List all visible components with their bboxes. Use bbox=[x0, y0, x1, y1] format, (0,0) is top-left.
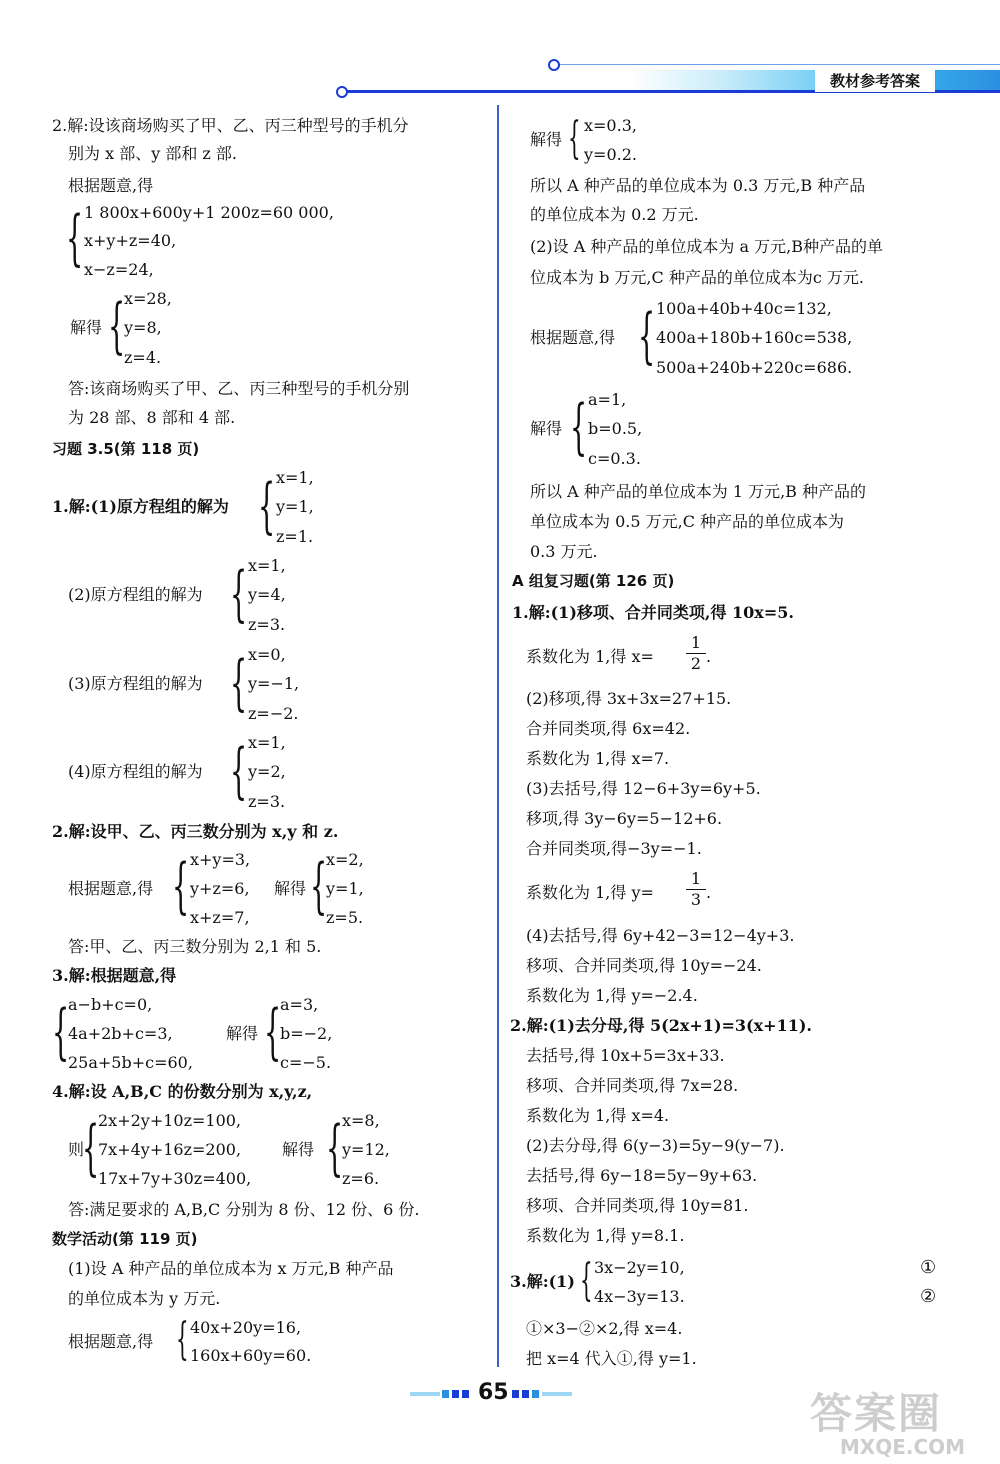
equation: 400a+180b+160c=538, bbox=[656, 328, 853, 347]
text-line: 把 x=4 代入①,得 y=1. bbox=[526, 1349, 697, 1368]
text-line: 移项,得 3y−6y=5−12+6. bbox=[526, 809, 723, 828]
period: . bbox=[706, 883, 712, 902]
denominator: 3 bbox=[690, 890, 702, 909]
text-line: 系数化为 1,得 x=4. bbox=[526, 1106, 670, 1125]
equation: 1 800x+600y+1 200z=60 000, bbox=[84, 203, 334, 222]
denominator: 2 bbox=[690, 654, 702, 673]
equation: x=1, bbox=[248, 733, 286, 752]
section-heading: 数学活动(第 119 页) bbox=[52, 1230, 198, 1248]
text-line: (2)设 A 种产品的单位成本为 a 万元,B种产品的单 bbox=[530, 237, 883, 256]
label: (3)原方程组的解为 bbox=[68, 674, 203, 693]
text-line: 移项、合并同类项,得 7x=28. bbox=[526, 1076, 739, 1095]
fraction bbox=[686, 870, 706, 909]
label: 根据题意,得 bbox=[530, 328, 616, 347]
column-divider bbox=[497, 105, 499, 1367]
label: 解得 bbox=[282, 1140, 315, 1159]
text-line: 系数化为 1,得 y=8.1. bbox=[526, 1226, 685, 1245]
equation: x=28, bbox=[124, 289, 172, 308]
fraction bbox=[686, 634, 706, 673]
equation: y=−1, bbox=[248, 674, 300, 693]
equation: 500a+240b+220c=686. bbox=[656, 358, 853, 377]
label: 根据题意,得 bbox=[68, 1332, 154, 1351]
equation: z=6. bbox=[342, 1169, 380, 1188]
text-line: 系数化为 1,得 y= bbox=[526, 883, 654, 902]
text-line: 合并同类项,得 6x=42. bbox=[526, 719, 691, 738]
header-title: 教材参考答案 bbox=[815, 70, 935, 92]
label: 解得 bbox=[274, 879, 307, 898]
text-line: 2.解:设该商场购买了甲、乙、丙三种型号的手机分 bbox=[52, 116, 409, 135]
equation: x+y=3, bbox=[190, 850, 251, 869]
text-line: 的单位成本为 0.2 万元. bbox=[530, 205, 699, 224]
circled-two: ② bbox=[920, 1286, 937, 1307]
label: 解得 bbox=[226, 1024, 259, 1043]
brace: { bbox=[172, 851, 190, 921]
equation: a=3, bbox=[280, 995, 319, 1014]
equation: 2x+2y+10z=100, bbox=[98, 1111, 242, 1130]
section-heading: A 组复习题(第 126 页) bbox=[512, 572, 675, 590]
equation: 40x+20y=16, bbox=[190, 1318, 302, 1337]
label: (2)原方程组的解为 bbox=[68, 585, 203, 604]
equation: b=0.5, bbox=[588, 419, 643, 438]
equation: y=4, bbox=[248, 585, 286, 604]
text-line: 单位成本为 0.5 万元,C 种产品的单位成本为 bbox=[530, 512, 845, 531]
brace: { bbox=[108, 291, 126, 361]
brace: { bbox=[264, 997, 282, 1067]
text-line: 去括号,得 6y−18=5y−9y+63. bbox=[526, 1166, 758, 1185]
watermark bbox=[810, 1389, 995, 1462]
page-number: 65 bbox=[478, 1380, 509, 1405]
watermark-text: 答案圈 bbox=[810, 1389, 943, 1438]
header-dot bbox=[548, 59, 560, 71]
label: 解得 bbox=[530, 130, 563, 149]
brace: { bbox=[258, 471, 276, 541]
numerator: 1 bbox=[690, 633, 702, 652]
equation: 7x+4y+16z=200, bbox=[98, 1140, 242, 1159]
text-line: 别为 x 部、y 部和 z 部. bbox=[68, 144, 238, 163]
brace: { bbox=[568, 113, 581, 164]
text-line: 为 28 部、8 部和 4 部. bbox=[68, 408, 236, 427]
page-number-deco-left bbox=[410, 1390, 470, 1398]
equation: a−b+c=0, bbox=[68, 995, 153, 1014]
equation: y=12, bbox=[342, 1140, 390, 1159]
text-line: 移项、合并同类项,得 10y=81. bbox=[526, 1196, 749, 1215]
text-line: 去括号,得 10x+5=3x+33. bbox=[526, 1046, 725, 1065]
label: 根据题意,得 bbox=[68, 879, 154, 898]
equation: x+y+z=40, bbox=[84, 231, 177, 250]
equation: b=−2, bbox=[280, 1024, 333, 1043]
text-line: 位成本为 b 万元,C 种产品的单位成本为c 万元. bbox=[530, 268, 864, 287]
text-line: 根据题意,得 bbox=[68, 176, 154, 195]
brace: { bbox=[82, 1113, 100, 1183]
text-line: 所以 A 种产品的单位成本为 1 万元,B 种产品的 bbox=[530, 482, 867, 501]
text-line: 3.解:根据题意,得 bbox=[52, 966, 177, 985]
text-line: 系数化为 1,得 x=7. bbox=[526, 749, 670, 768]
brace: { bbox=[52, 997, 70, 1067]
brace: { bbox=[176, 1314, 189, 1365]
numerator: 1 bbox=[690, 869, 702, 888]
text-line: 答:该商场购买了甲、乙、丙三种型号的手机分别 bbox=[68, 379, 410, 398]
label: 解得 bbox=[70, 318, 103, 337]
equation: z=1. bbox=[276, 527, 314, 546]
text-line: 系数化为 1,得 x= bbox=[526, 647, 654, 666]
equation: y=8, bbox=[124, 318, 162, 337]
equation: z=3. bbox=[248, 792, 286, 811]
equation: z=4. bbox=[124, 348, 162, 367]
equation: x=2, bbox=[326, 850, 364, 869]
text-line: 的单位成本为 y 万元. bbox=[68, 1289, 221, 1308]
text-line: (2)去分母,得 6(y−3)=5y−9(y−7). bbox=[526, 1136, 785, 1155]
equation: x=0.3, bbox=[584, 116, 637, 135]
label: 1.解:(1)原方程组的解为 bbox=[52, 497, 229, 516]
equation: 160x+60y=60. bbox=[190, 1346, 312, 1365]
header-thin-line bbox=[555, 64, 1000, 65]
equation: z=5. bbox=[326, 908, 364, 927]
text-line: 答:甲、乙、丙三数分别为 2,1 和 5. bbox=[68, 937, 322, 956]
equation: 17x+7y+30z=400, bbox=[98, 1169, 252, 1188]
brace: { bbox=[310, 851, 328, 921]
equation: y+z=6, bbox=[190, 879, 250, 898]
text-line: (2)移项,得 3x+3x=27+15. bbox=[526, 689, 732, 708]
equation: x−z=24, bbox=[84, 260, 154, 279]
label: (4)原方程组的解为 bbox=[68, 762, 203, 781]
text-line: 0.3 万元. bbox=[530, 542, 598, 561]
text-line: 4.解:设 A,B,C 的份数分别为 x,y,z, bbox=[52, 1082, 313, 1101]
brace: { bbox=[230, 648, 248, 718]
equation: x+z=7, bbox=[190, 908, 250, 927]
brace: { bbox=[570, 392, 588, 462]
equation: c=−5. bbox=[280, 1053, 332, 1072]
label: 则 bbox=[68, 1140, 85, 1159]
equation: z=−2. bbox=[248, 704, 299, 723]
text-line: 合并同类项,得−3y=−1. bbox=[526, 839, 702, 858]
section-heading: 习题 3.5(第 118 页) bbox=[52, 440, 200, 458]
equation: 100a+40b+40c=132, bbox=[656, 299, 832, 318]
text-line: 移项、合并同类项,得 10y=−24. bbox=[526, 956, 762, 975]
equation: 3x−2y=10, bbox=[594, 1258, 685, 1277]
text-line: (3)去括号,得 12−6+3y=6y+5. bbox=[526, 779, 761, 798]
text-line: (4)去括号,得 6y+42−3=12−4y+3. bbox=[526, 926, 795, 945]
text-line: 2.解:设甲、乙、丙三数分别为 x,y 和 z. bbox=[52, 822, 339, 841]
equation: x=0, bbox=[248, 645, 286, 664]
brace: { bbox=[638, 301, 656, 371]
circled-one: ① bbox=[920, 1257, 937, 1278]
equation: y=1, bbox=[326, 879, 364, 898]
page-header bbox=[340, 58, 1000, 98]
label: 3.解:(1) bbox=[510, 1272, 575, 1291]
equation: a=1, bbox=[588, 390, 627, 409]
text-line: (1)设 A 种产品的单位成本为 x 万元,B 种产品 bbox=[68, 1259, 394, 1278]
watermark-url: MXQE.COM bbox=[839, 1435, 966, 1459]
equation: 4x−3y=13. bbox=[594, 1287, 685, 1306]
equation: y=0.2. bbox=[584, 145, 637, 164]
brace: { bbox=[230, 559, 248, 629]
text-line: 答:满足要求的 A,B,C 分别为 8 份、12 份、6 份. bbox=[68, 1200, 420, 1219]
equation: x=1, bbox=[248, 556, 286, 575]
text-line: ①×3−②×2,得 x=4. bbox=[526, 1319, 683, 1338]
equation: 4a+2b+c=3, bbox=[68, 1024, 173, 1043]
equation: x=8, bbox=[342, 1111, 380, 1130]
text-line: 系数化为 1,得 y=−2.4. bbox=[526, 986, 698, 1005]
page-number-deco-right bbox=[512, 1390, 572, 1398]
header-dot-left bbox=[336, 86, 348, 98]
text-line: 2.解:(1)去分母,得 5(2x+1)=3(x+11). bbox=[510, 1016, 812, 1035]
brace: { bbox=[326, 1113, 344, 1183]
equation: y=1, bbox=[276, 497, 314, 516]
equation: c=0.3. bbox=[588, 449, 641, 468]
period: . bbox=[706, 647, 712, 666]
brace: { bbox=[580, 1255, 593, 1306]
equation: z=3. bbox=[248, 615, 286, 634]
brace: { bbox=[230, 736, 248, 806]
equation: x=1, bbox=[276, 468, 314, 487]
text-line: 所以 A 种产品的单位成本为 0.3 万元,B 种产品 bbox=[530, 176, 866, 195]
brace: { bbox=[66, 203, 84, 273]
equation: 25a+5b+c=60, bbox=[68, 1053, 193, 1072]
equation: y=2, bbox=[248, 762, 286, 781]
label: 解得 bbox=[530, 419, 563, 438]
text-line: 1.解:(1)移项、合并同类项,得 10x=5. bbox=[512, 603, 794, 622]
